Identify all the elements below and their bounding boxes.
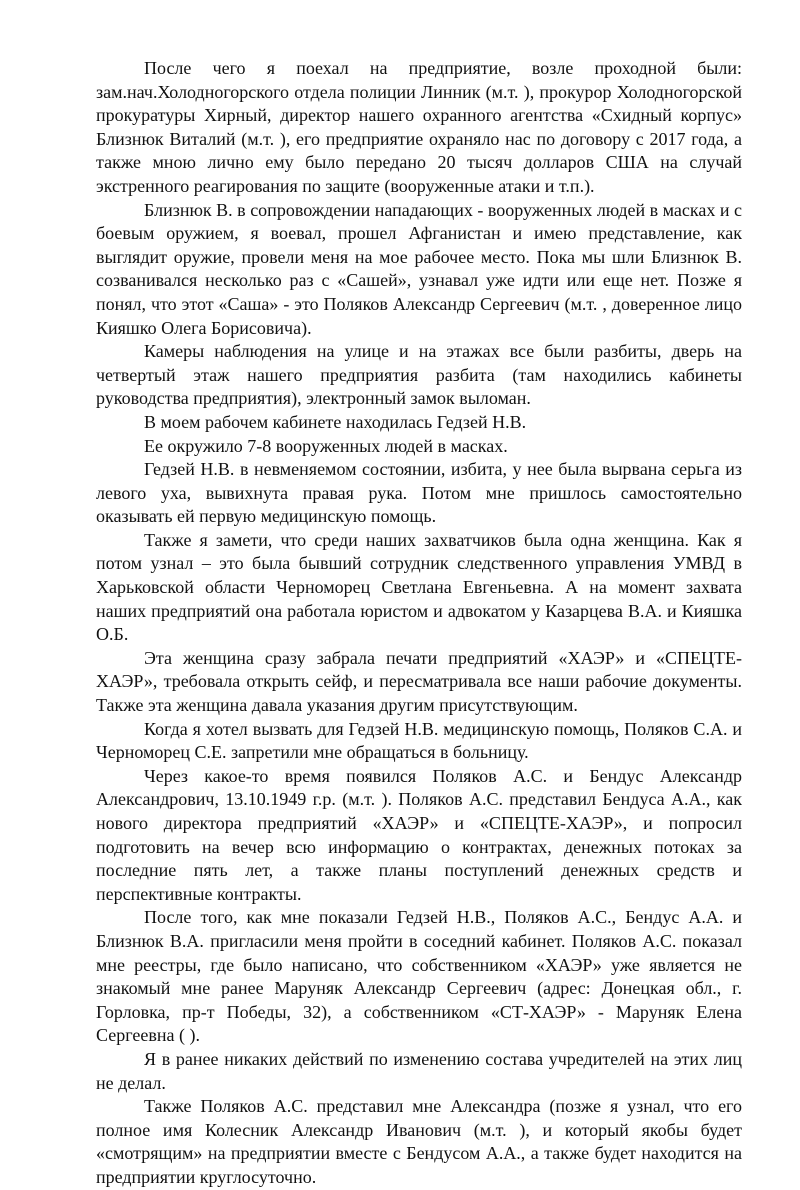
paragraph-1: После чего я поехал на предприятие, возле проходной были: зам.нач.Холодногорского отдела полиции Линник (м.т. ), прокурор Холодногорской прокуратуры Хирный, директор нашего охранного агентства «Схидный корпус» Близнюк Виталий (м.т. ), его предприятие охраняло нас по договору с 2017 года, а также мною лично ему было передано 20 тысяч долларов США на случай экстренного реагирования по защите (вооруженные атаки и т.п.). bbox=[96, 58, 742, 196]
document-page bbox=[96, 57, 742, 1190]
paragraph-13: Также Поляков А.С. представил мне Александра (позже я узнал, что его полное имя Колесник Александр Иванович (м.т. ), и который якобы будет «смотрящим» на предприятии вместе с Бендусом А.А., а также будет находится на предприятии круглосуточно. bbox=[96, 1096, 742, 1187]
paragraph-2: Близнюк В. в сопровождении нападающих - вооруженных людей в масках и с боевым оружием, я воевал, прошел Афганистан и имею представление, как выглядит оружие, провели меня на мое рабочее место. Пока мы шли Близнюк В. созванивался несколько раз с «Сашей», узнавал уже идти или еще нет. Позже я понял, что этот «Саша» - это Поляков Александр Сергеевич (м.т. , доверенное лицо Кияшко Олега Борисовича). bbox=[96, 199, 742, 338]
paragraph-8: Эта женщина сразу забрала печати предприятий «ХАЭР» и «СПЕЦТЕ-ХАЭР», требовала открыть сейф, и пересматривала все наши рабочие документы. Также эта женщина давала указания другим присутствующим. bbox=[96, 647, 742, 716]
paragraph-9: Когда я хотел вызвать для Гедзей Н.В. медицинскую помощь, Поляков С.А. и Черноморец С.Е. запретили мне обращаться в больницу. bbox=[96, 718, 742, 763]
paragraph-6: Гедзей Н.В. в невменяемом состоянии, избита, у нее была вырвана серьга из левого уха, вывихнута правая рука. Потом мне пришлось самостоятельно оказывать ей первую медицинскую помощь. bbox=[96, 459, 742, 527]
paragraph-11: После того, как мне показали Гедзей Н.В., Поляков А.С., Бендус А.А. и Близнюк В.А. пригласили меня пройти в соседний кабинет. Поляков А.С. показал мне реестры, где было написано, что собственником «ХАЭР» уже является не знакомый мне ранее Маруняк Александр Сергеевич (адрес: Донецкая обл., г. Горловка, пр-т Победы, 32), а собственником «СТ-ХАЭР» - Маруняк Елена Сергеевна ( ). bbox=[96, 907, 742, 1046]
paragraph-3: Камеры наблюдения на улице и на этажах все были разбиты, дверь на четвертый этаж нашего предприятия разбита (там находились кабинеты руководства предприятия), электронный замок выломан. bbox=[96, 341, 742, 409]
paragraph-4: В моем рабочем кабинете находилась Гедзей Н.В. bbox=[144, 411, 527, 432]
paragraph-5: Ее окружило 7-8 вооруженных людей в масках. bbox=[144, 435, 508, 456]
paragraph-7: Также я замети, что среди наших захватчиков была одна женщина. Как я потом узнал – это была бывший сотрудник следственного управления УМВД в Харьковской области Черноморец Светлана Евгеньевна. А на момент захвата наших предприятий она работала юристом и адвокатом у Казарцева В.А. и Кияшка О.Б. bbox=[96, 529, 742, 645]
paragraph-12: Я в ранее никаких действий по изменению состава учредителей на этих лиц не делал. bbox=[96, 1048, 742, 1093]
paragraph-10: Через какое-то время появился Поляков А.С. и Бендус Александр Александрович, 13.10.1949 г.р. (м.т. ). Поляков А.С. представил Бендуса А.А., как нового директора предприятий «ХАЭР» и «СПЕЦТЕ-ХАЭР», и попросил подготовить на вечер всю информацию о контрактах, денежных потоках за последние пять лет, а также планы поступлений денежных средств и перспективные контракты. bbox=[96, 765, 742, 904]
